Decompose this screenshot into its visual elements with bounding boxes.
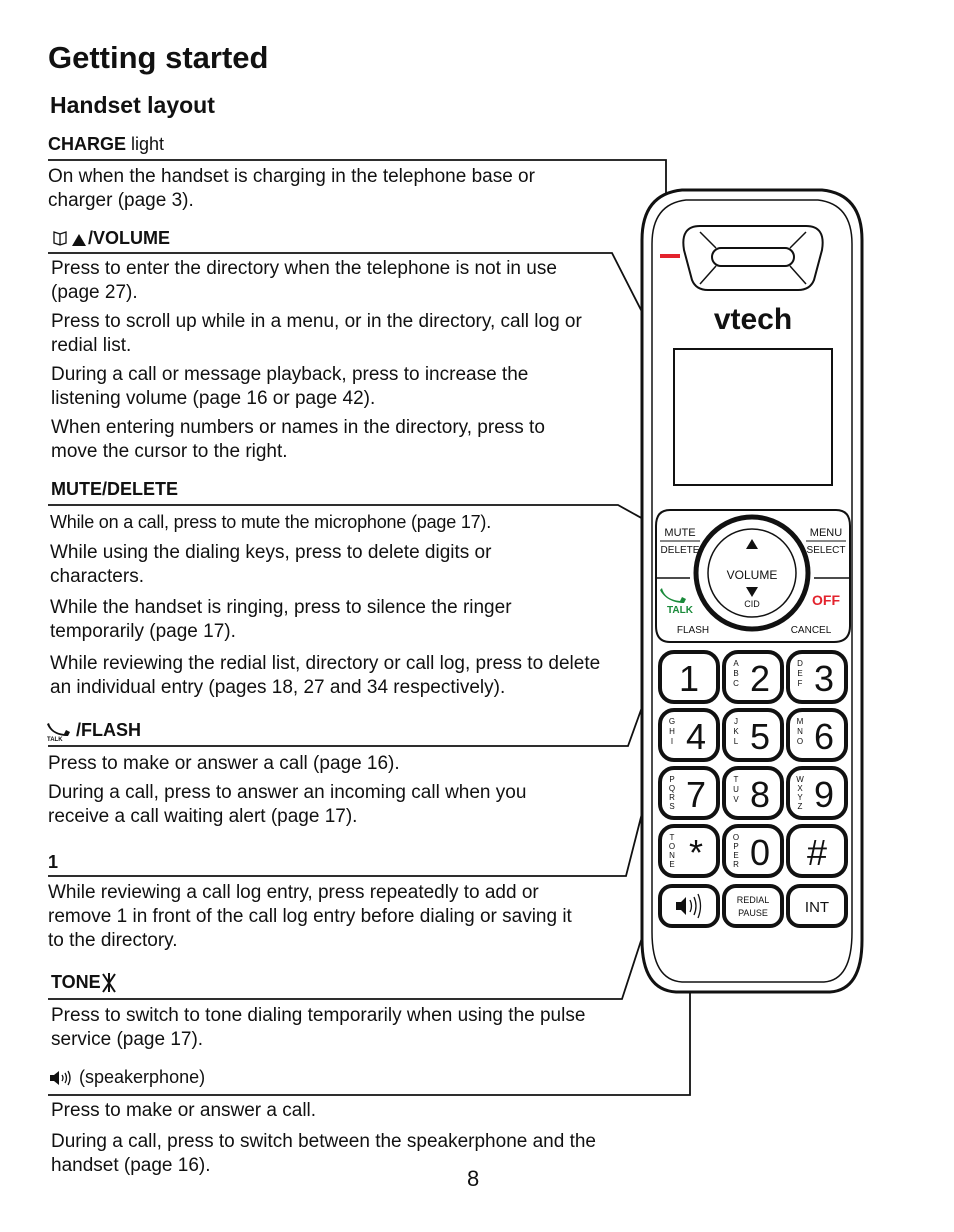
- dialpad-digit: 3: [813, 658, 835, 699]
- dialpad-letter: H: [669, 727, 675, 736]
- select-key: SELECT: [806, 545, 846, 556]
- dialpad-letter: A: [733, 659, 739, 668]
- dialpad-key-star[interactable]: [660, 826, 718, 876]
- mute-desc-3: While the handset is ringing, press to silence the ringer temporarily (page 17).: [50, 597, 512, 642]
- dialpad-letter: C: [733, 679, 739, 688]
- dialpad-key-7[interactable]: [660, 768, 718, 818]
- dialpad-key-4[interactable]: [660, 710, 718, 760]
- redial-key-label: REDIAL: [736, 895, 770, 905]
- dialpad-letter: Q: [668, 784, 676, 793]
- off-key: OFF: [812, 592, 840, 608]
- mute-desc-1: While on a call, press to mute the microphone (page 17).: [50, 512, 492, 532]
- flash-desc-2: During a call, press to answer an incoming call when you receive a call waiting alert (page 17).: [48, 782, 527, 827]
- speaker-key: [660, 886, 718, 926]
- dialpad-letter: W: [796, 775, 804, 784]
- mute-delete-label: MUTE/DELETE: [51, 479, 179, 499]
- mute-desc-2: While using the dialing keys, press to delete digits or characters.: [50, 542, 492, 587]
- tone-label: TONE: [51, 972, 117, 994]
- dialpad-letter: G: [668, 717, 676, 726]
- dialpad-digit: 0: [749, 832, 771, 873]
- key-one-label: 1: [48, 852, 59, 872]
- dialpad-letter: K: [733, 727, 739, 736]
- dialpad-letter: R: [733, 860, 739, 869]
- talk-flash-label: TALK /FLASH: [47, 720, 141, 743]
- dialpad-letter: D: [797, 659, 803, 668]
- int-key-label: INT: [804, 899, 830, 916]
- cid-key: CID: [744, 599, 760, 609]
- dialpad-letter: E: [669, 860, 675, 869]
- charge-label: CHARGE light: [48, 134, 165, 154]
- key-one-desc: While reviewing a call log entry, press repeatedly to add or remove 1 in front of the call log entry before dialing or saving it to the directory.: [48, 882, 572, 951]
- flash-desc-1: Press to make or answer a call (page 16).: [48, 753, 400, 774]
- dialpad-digit: 5: [749, 716, 771, 757]
- volume-desc-3: During a call or message playback, press to increase the listening volume (page 16 or page 42).: [51, 364, 529, 409]
- volume-key: VOLUME: [726, 568, 778, 582]
- dialpad-key-8[interactable]: [724, 768, 782, 818]
- dialpad-letter: I: [670, 737, 674, 746]
- mute-key: MUTE: [664, 527, 696, 539]
- section-title: Handset layout: [50, 92, 215, 118]
- svg-text:TALK: TALK: [47, 737, 63, 743]
- dialpad-key-2[interactable]: [724, 652, 782, 702]
- dialpad-digit: 6: [813, 716, 835, 757]
- dialpad-letter: E: [797, 669, 803, 678]
- speakerphone-label: (speakerphone): [48, 1067, 205, 1088]
- redial-pause-key: [724, 886, 782, 926]
- delete-key: DELETE: [660, 545, 700, 556]
- dialpad-letter: B: [733, 669, 739, 678]
- dialpad-letter: T: [669, 833, 675, 842]
- dialpad-letter: F: [797, 679, 803, 688]
- dialpad-key-0[interactable]: [724, 826, 782, 876]
- pause-key-label: PAUSE: [738, 908, 768, 918]
- dialpad-letter: P: [733, 842, 739, 851]
- dialpad-digit: 9: [813, 774, 835, 815]
- mute-desc-4: While reviewing the redial list, directory or call log, press to delete an individual entry (pages 18, 27 and 34 respectively).: [50, 653, 601, 698]
- volume-label: /VOLUME: [52, 228, 170, 249]
- speaker-desc-2: During a call, press to switch between the speakerphone and the handset (page 16).: [51, 1131, 596, 1176]
- volume-desc-4: When entering numbers or names in the directory, press to move the cursor to the right.: [51, 417, 545, 462]
- dialpad-letter: X: [797, 784, 803, 793]
- dialpad-key-9[interactable]: [788, 768, 846, 818]
- dialpad-key-3[interactable]: [788, 652, 846, 702]
- page-title: Getting started: [48, 40, 269, 75]
- flash-key: FLASH: [676, 625, 710, 636]
- dialpad-letter: O: [668, 842, 676, 851]
- dialpad-digit: 2: [749, 658, 771, 699]
- dialpad-digit: 8: [749, 774, 771, 815]
- dialpad-letter: V: [733, 795, 739, 804]
- talk-key: TALK: [667, 605, 693, 616]
- dialpad-letter: L: [733, 737, 739, 746]
- menu-key: MENU: [809, 527, 843, 539]
- dialpad-letter: N: [669, 851, 675, 860]
- dialpad-key-1[interactable]: [660, 652, 718, 702]
- dialpad-key-5[interactable]: [724, 710, 782, 760]
- dialpad-key-6[interactable]: [788, 710, 846, 760]
- dialpad-digit: *: [688, 832, 704, 873]
- dialpad-letter: Z: [797, 802, 803, 811]
- bottom-keys: [660, 886, 846, 926]
- vtech-logo: vtech: [713, 303, 793, 336]
- dialpad-letter: O: [732, 833, 740, 842]
- dialpad-letter: S: [669, 802, 675, 811]
- dialpad-letter: O: [796, 737, 804, 746]
- dialpad-letter: M: [796, 717, 804, 726]
- speaker-desc-1: Press to make or answer a call.: [51, 1100, 317, 1121]
- dialpad-digit: #: [806, 832, 828, 873]
- dialpad-digit: 1: [678, 658, 700, 699]
- handset-screen: [674, 349, 832, 485]
- dialpad-letter: E: [733, 851, 739, 860]
- dialpad-letter: T: [733, 775, 739, 784]
- volume-desc-2: Press to scroll up while in a menu, or in the directory, call log or redial list.: [51, 311, 582, 356]
- dialpad-letter: R: [669, 793, 675, 802]
- page-number: 8: [467, 1166, 480, 1191]
- volume-desc-1: Press to enter the directory when the telephone is not in use (page 27).: [51, 258, 557, 303]
- dialpad-letter: U: [733, 785, 739, 794]
- cancel-key: CANCEL: [790, 625, 832, 636]
- dialpad-key-pound[interactable]: [788, 826, 846, 876]
- charge-desc: On when the handset is charging in the telephone base or charger (page 3).: [48, 166, 535, 211]
- dialpad-letter: J: [734, 717, 738, 726]
- dialpad-letter: N: [797, 727, 803, 736]
- dialpad-digit: 4: [685, 716, 707, 757]
- dialpad-digit: 7: [685, 774, 707, 815]
- dialpad-letter: P: [669, 775, 675, 784]
- tone-desc: Press to switch to tone dialing temporarily when using the pulse service (page 17).: [51, 1005, 586, 1050]
- dialpad-letter: Y: [797, 793, 803, 802]
